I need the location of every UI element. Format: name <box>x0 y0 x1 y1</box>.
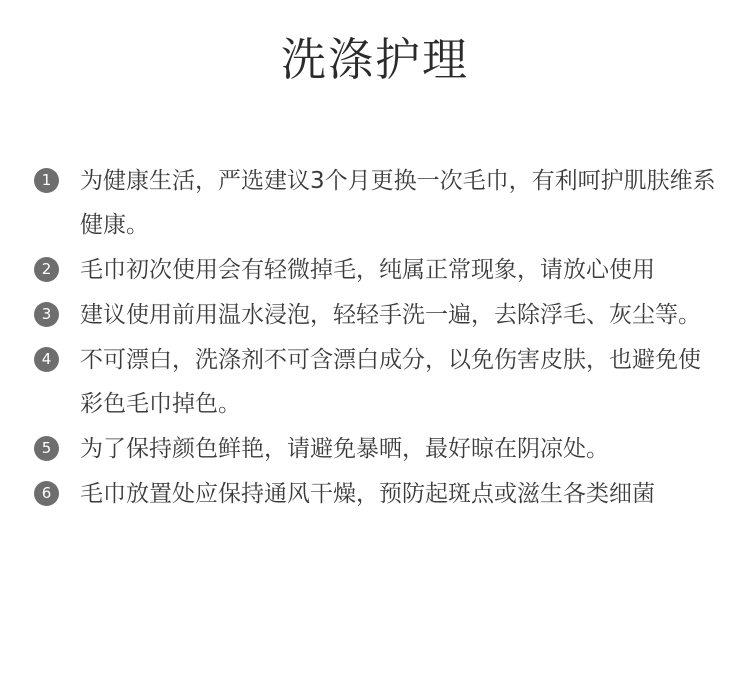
number-badge-icon: 5 <box>34 436 59 461</box>
list-item <box>32 427 722 471</box>
page-title: 洗涤护理 <box>280 33 469 86</box>
list-item-text: 毛巾初次使用会有轻微掉毛，纯属正常现象，请放心使用 <box>80 257 655 283</box>
list-item-text: 毛巾放置处应保持通风干燥，预防起斑点或滋生各类细菌 <box>80 481 655 507</box>
care-instructions-list <box>32 159 722 517</box>
list-item-text: 为健康生活，严选建议3个月更换一次毛巾，有利呵护肌肤维系健康。 <box>80 168 716 238</box>
number-badge-icon: 6 <box>34 481 59 506</box>
list-item <box>32 248 722 292</box>
number-badge-icon: 2 <box>34 257 59 282</box>
list-item-text: 为了保持颜色鲜艳，请避免暴晒，最好晾在阴凉处。 <box>80 436 609 462</box>
list-item-text: 不可漂白，洗涤剂不可含漂白成分，以免伤害皮肤，也避免使彩色毛巾掉色。 <box>80 347 701 417</box>
list-item-text: 建议使用前用温水浸泡，轻轻手洗一遍，去除浮毛、灰尘等。 <box>80 302 701 328</box>
list-item <box>32 472 722 516</box>
list-item <box>32 159 722 247</box>
number-badge-icon: 1 <box>34 168 59 193</box>
number-badge-icon: 3 <box>34 302 59 327</box>
number-badge-icon: 4 <box>34 347 59 372</box>
list-item <box>32 293 722 337</box>
list-item <box>32 338 722 426</box>
